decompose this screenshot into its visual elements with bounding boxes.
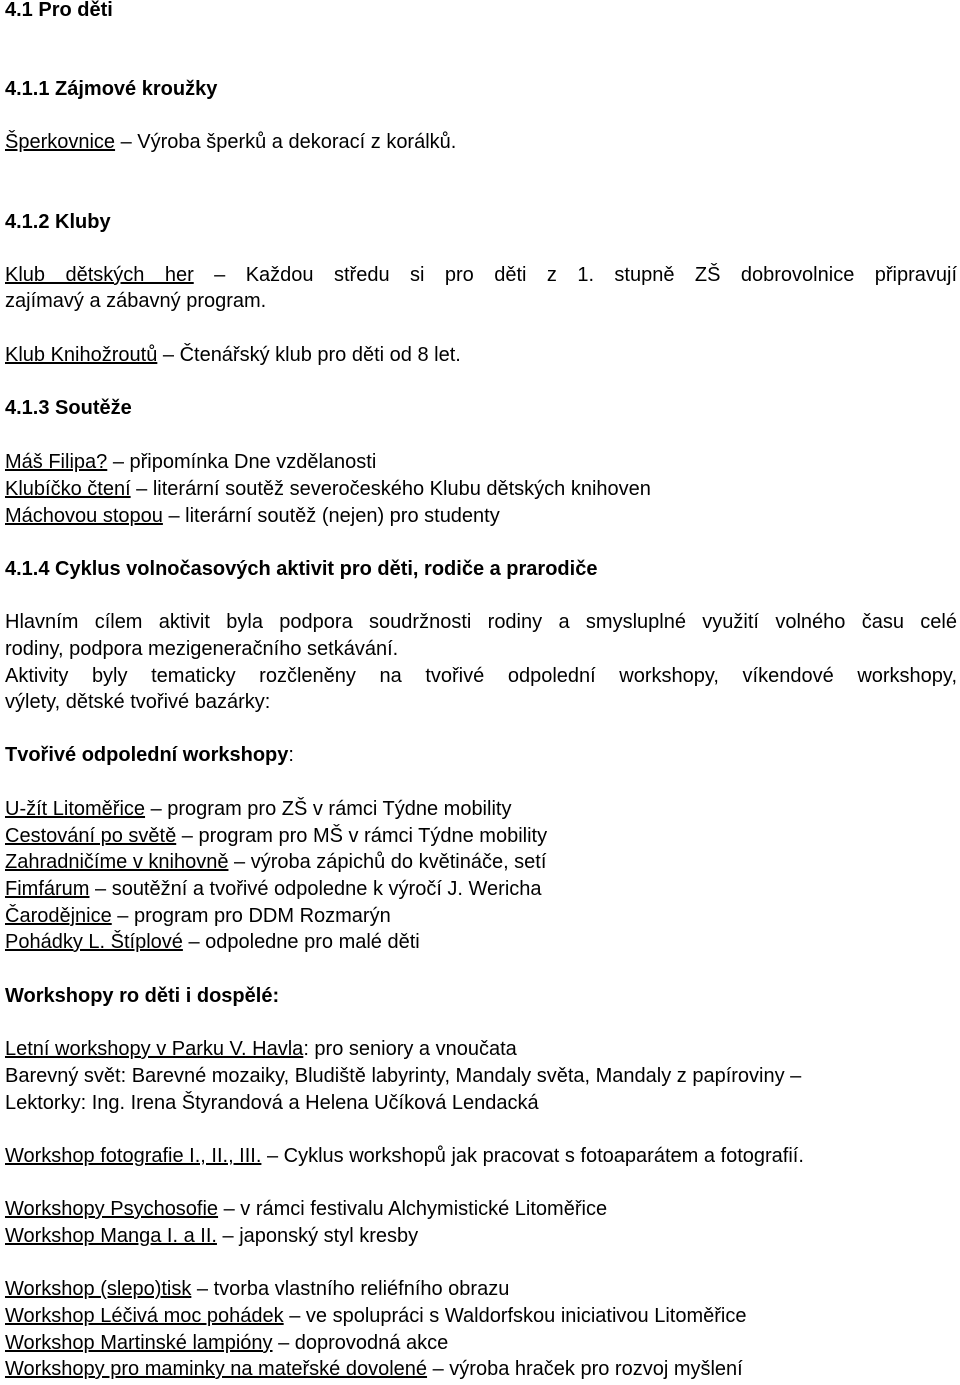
item-text: – výroba zápichů do květináče, setí bbox=[228, 851, 547, 873]
item-link[interactable]: Šperkovnice bbox=[5, 131, 116, 153]
item-text: – v rámci festivalu Alchymistické Litoměřice bbox=[218, 1198, 608, 1220]
item-link[interactable]: Máchovou stopou bbox=[5, 505, 163, 527]
item-text: – Každou středu si pro děti z 1. stupně ZŠ dobrovolnice připravují bbox=[193, 264, 957, 286]
item-link[interactable]: Máš Filipa? bbox=[5, 451, 108, 473]
club-item bbox=[5, 343, 461, 367]
item-link[interactable]: Cestování po světě bbox=[5, 825, 177, 847]
item-link[interactable]: Pohádky L. Štíplové bbox=[5, 931, 183, 953]
item-link[interactable]: Workshop Manga I. a II. bbox=[5, 1225, 217, 1247]
workshops-heading-text: Tvořivé odpolední workshopy bbox=[5, 744, 289, 766]
paragraph-line: výlety, dětské tvořivé bazárky: bbox=[5, 691, 271, 713]
item-link[interactable]: Workshop Martinské lampióny bbox=[5, 1332, 273, 1354]
club-item-continued: zajímavý a zábavný program. bbox=[5, 290, 267, 312]
item-text: – výroba hraček pro rozvoj myšlení bbox=[427, 1358, 743, 1380]
item-text: – program pro MŠ v rámci Týdne mobility bbox=[176, 825, 548, 847]
workshop-item bbox=[5, 1197, 607, 1221]
item-text: – ve spolupráci s Waldorfskou iniciativou Litoměřice bbox=[283, 1305, 747, 1327]
item-text: – japonský styl kresby bbox=[216, 1225, 419, 1247]
item-link[interactable]: Workshopy pro maminky na mateřské dovolené bbox=[5, 1358, 428, 1380]
workshop-item bbox=[5, 850, 546, 874]
item-link[interactable]: Workshopy Psychosofie bbox=[5, 1198, 219, 1220]
item-link[interactable]: Klubíčko čtení bbox=[5, 478, 131, 500]
item-text: – soutěžní a tvořivé odpoledne k výročí J. Wericha bbox=[89, 878, 542, 900]
club-item bbox=[5, 130, 456, 154]
item-text: – program pro ZŠ v rámci Týdne mobility bbox=[145, 798, 512, 820]
heading-4-1-1: 4.1.1 Zájmové kroužky bbox=[5, 78, 218, 100]
item-text: – Výroba šperků a dekorací z korálků. bbox=[115, 131, 457, 153]
item-text: : pro seniory a vnoučata bbox=[303, 1038, 517, 1060]
workshop-item bbox=[5, 1277, 509, 1301]
item-link[interactable]: Workshop (slepo)tisk bbox=[5, 1278, 192, 1300]
item-text: – doprovodná akce bbox=[272, 1332, 449, 1354]
item-text: – literární soutěž severočeského Klubu dětských knihoven bbox=[130, 478, 651, 500]
heading-4-1: 4.1 Pro děti bbox=[5, 0, 113, 21]
workshop-detail: Lektorky: Ing. Irena Štyrandová a Helena Učíková Lendacká bbox=[5, 1092, 539, 1114]
item-link[interactable]: Zahradničíme v knihovně bbox=[5, 851, 229, 873]
item-text: – tvorba vlastního reliéfního obrazu bbox=[191, 1278, 510, 1300]
item-link[interactable]: Klub dětských her bbox=[5, 264, 194, 286]
workshop-item bbox=[5, 1331, 448, 1355]
item-text: – program pro DDM Rozmarýn bbox=[111, 905, 391, 927]
workshop-item bbox=[5, 877, 542, 901]
heading-4-1-3: 4.1.3 Soutěže bbox=[5, 397, 132, 419]
workshop-item bbox=[5, 1144, 804, 1168]
workshop-item bbox=[5, 797, 511, 821]
item-link[interactable]: Letní workshopy v Parku V. Havla bbox=[5, 1038, 304, 1060]
heading-4-1-4: 4.1.4 Cyklus volnočasových aktivit pro děti, rodiče a prarodiče bbox=[5, 558, 598, 580]
workshop-item bbox=[5, 1357, 743, 1381]
workshop-item bbox=[5, 930, 420, 954]
paragraph-line: Hlavním cílem aktivit byla podpora soudržnosti rodiny a smysluplné využití volného času celé bbox=[5, 611, 957, 633]
workshop-detail: Barevný svět: Barevné mozaiky, Bludiště labyrinty, Mandaly světa, Mandaly z papíroviny – bbox=[5, 1065, 802, 1087]
heading-4-1-2: 4.1.2 Kluby bbox=[5, 211, 111, 233]
item-link[interactable]: Čarodějnice bbox=[5, 905, 112, 927]
workshops-all-heading: Workshopy ro děti i dospělé: bbox=[5, 985, 280, 1007]
workshop-item bbox=[5, 1037, 517, 1061]
item-link[interactable]: Workshop Léčivá moc pohádek bbox=[5, 1305, 284, 1327]
contest-item bbox=[5, 477, 651, 501]
item-text: – odpoledne pro malé děti bbox=[182, 931, 420, 953]
workshop-item bbox=[5, 904, 391, 928]
paragraph-line: Aktivity byly tematicky rozčleněny na tvořivé odpolední workshopy, víkendové workshopy, bbox=[5, 665, 957, 687]
workshop-item bbox=[5, 1304, 746, 1328]
workshop-item bbox=[5, 824, 547, 848]
item-text: – literární soutěž (nejen) pro studenty bbox=[162, 505, 500, 527]
item-link[interactable]: U-žít Litoměřice bbox=[5, 798, 146, 820]
item-link[interactable]: Fimfárum bbox=[5, 878, 90, 900]
item-text: – Čtenářský klub pro děti od 8 let. bbox=[157, 344, 461, 366]
workshops-heading: Tvořivé odpolední workshopy: bbox=[5, 744, 294, 766]
paragraph-line: rodiny, podpora mezigeneračního setkávání. bbox=[5, 638, 399, 660]
contest-item bbox=[5, 450, 376, 474]
item-link[interactable]: Klub Knihožroutů bbox=[5, 344, 158, 366]
workshop-item bbox=[5, 1224, 418, 1248]
contest-item bbox=[5, 504, 500, 528]
item-link[interactable]: Workshop fotografie I., II., III. bbox=[5, 1145, 262, 1167]
club-item bbox=[5, 263, 957, 287]
item-text: – připomínka Dne vzdělanosti bbox=[107, 451, 377, 473]
item-text: – Cyklus workshopů jak pracovat s fotoaparátem a fotografií. bbox=[261, 1145, 804, 1167]
